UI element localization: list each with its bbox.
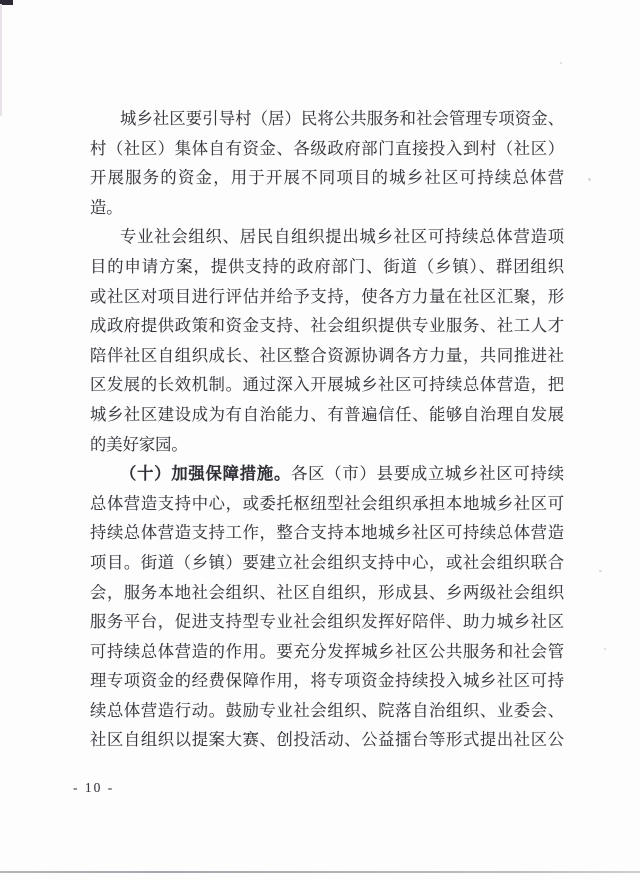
- page-number: - 10 -: [73, 780, 115, 795]
- scan-speck: [604, 648, 606, 650]
- page-bottom-edge-line: [0, 871, 640, 873]
- body-text: [90, 104, 564, 755]
- text-line: 或社区对项目进行评估并给予支持，使各方力量在社区汇聚，形: [90, 286, 564, 306]
- text-line: 社区自组织以提案大赛、创投活动、公益擂台等形式提出社区公: [90, 730, 564, 750]
- text-line: 会，服务本地社会组织、社区自组织，形成县、乡两级社会组织: [90, 582, 564, 602]
- text-line: 专业社会组织、居民自组织提出城乡社区可持续总体营造项: [120, 227, 564, 247]
- text-line: 续总体营造行动。鼓励专业社会组织、院落自治组织、业委会、: [90, 700, 564, 720]
- text-line: 服务平台，促进支持型专业社会组织发挥好陪伴、助力城乡社区: [90, 612, 564, 632]
- text-line: 的美好家园。: [90, 434, 188, 454]
- text-line: 造。: [90, 197, 123, 217]
- text-line: 目的申请方案，提供支持的政府部门、街道（乡镇）、群团组织: [90, 256, 564, 276]
- text-line: 城乡社区建设成为有自治能力、有普遍信任、能够自治理自发展: [90, 404, 564, 424]
- text-line: 理专项资金的经费保障作用，将专项资金持续投入城乡社区可持: [90, 671, 564, 691]
- text-line: 陪伴社区自组织成长、社区整合资源协调各方力量，共同推进社: [90, 345, 564, 365]
- text-line: 村（社区）集体自有资金、各级政府部门直接投入到村（社区）: [90, 138, 564, 158]
- scan-speck: [560, 62, 562, 64]
- text-line: 项目。街道（乡镇）要建立社会组织支持中心，或社会组织联合: [90, 552, 564, 572]
- text-line: 总体营造支持中心，或委托枢纽型社会组织承担本地城乡社区可: [90, 493, 564, 513]
- text-line: 成政府提供政策和资金支持、社会组织提供专业服务、社工人才: [90, 316, 564, 336]
- text-line: 可持续总体营造的作用。要充分发挥城乡社区公共服务和社会管: [90, 641, 564, 661]
- text-line: 开展服务的资金，用于开展不同项目的城乡社区可持续总体营: [90, 168, 564, 188]
- text-line: 城乡社区要引导村（居）民将公共服务和社会管理专项资金、: [120, 109, 564, 128]
- text-line: 持续总体营造支持工作，整合支持本地城乡社区可持续总体营造: [90, 523, 564, 543]
- scan-speck: [588, 178, 591, 181]
- scan-speck: [599, 570, 602, 572]
- section-heading: （十）加强保障措施。: [120, 464, 292, 484]
- scan-edge-artifact: [0, 4, 2, 116]
- text-line: （十）加强保障措施。各区（市）县要成立城乡社区可持续: [120, 464, 564, 484]
- text-line: 区发展的长效机制。通过深入开展城乡社区可持续总体营造，把: [90, 375, 564, 395]
